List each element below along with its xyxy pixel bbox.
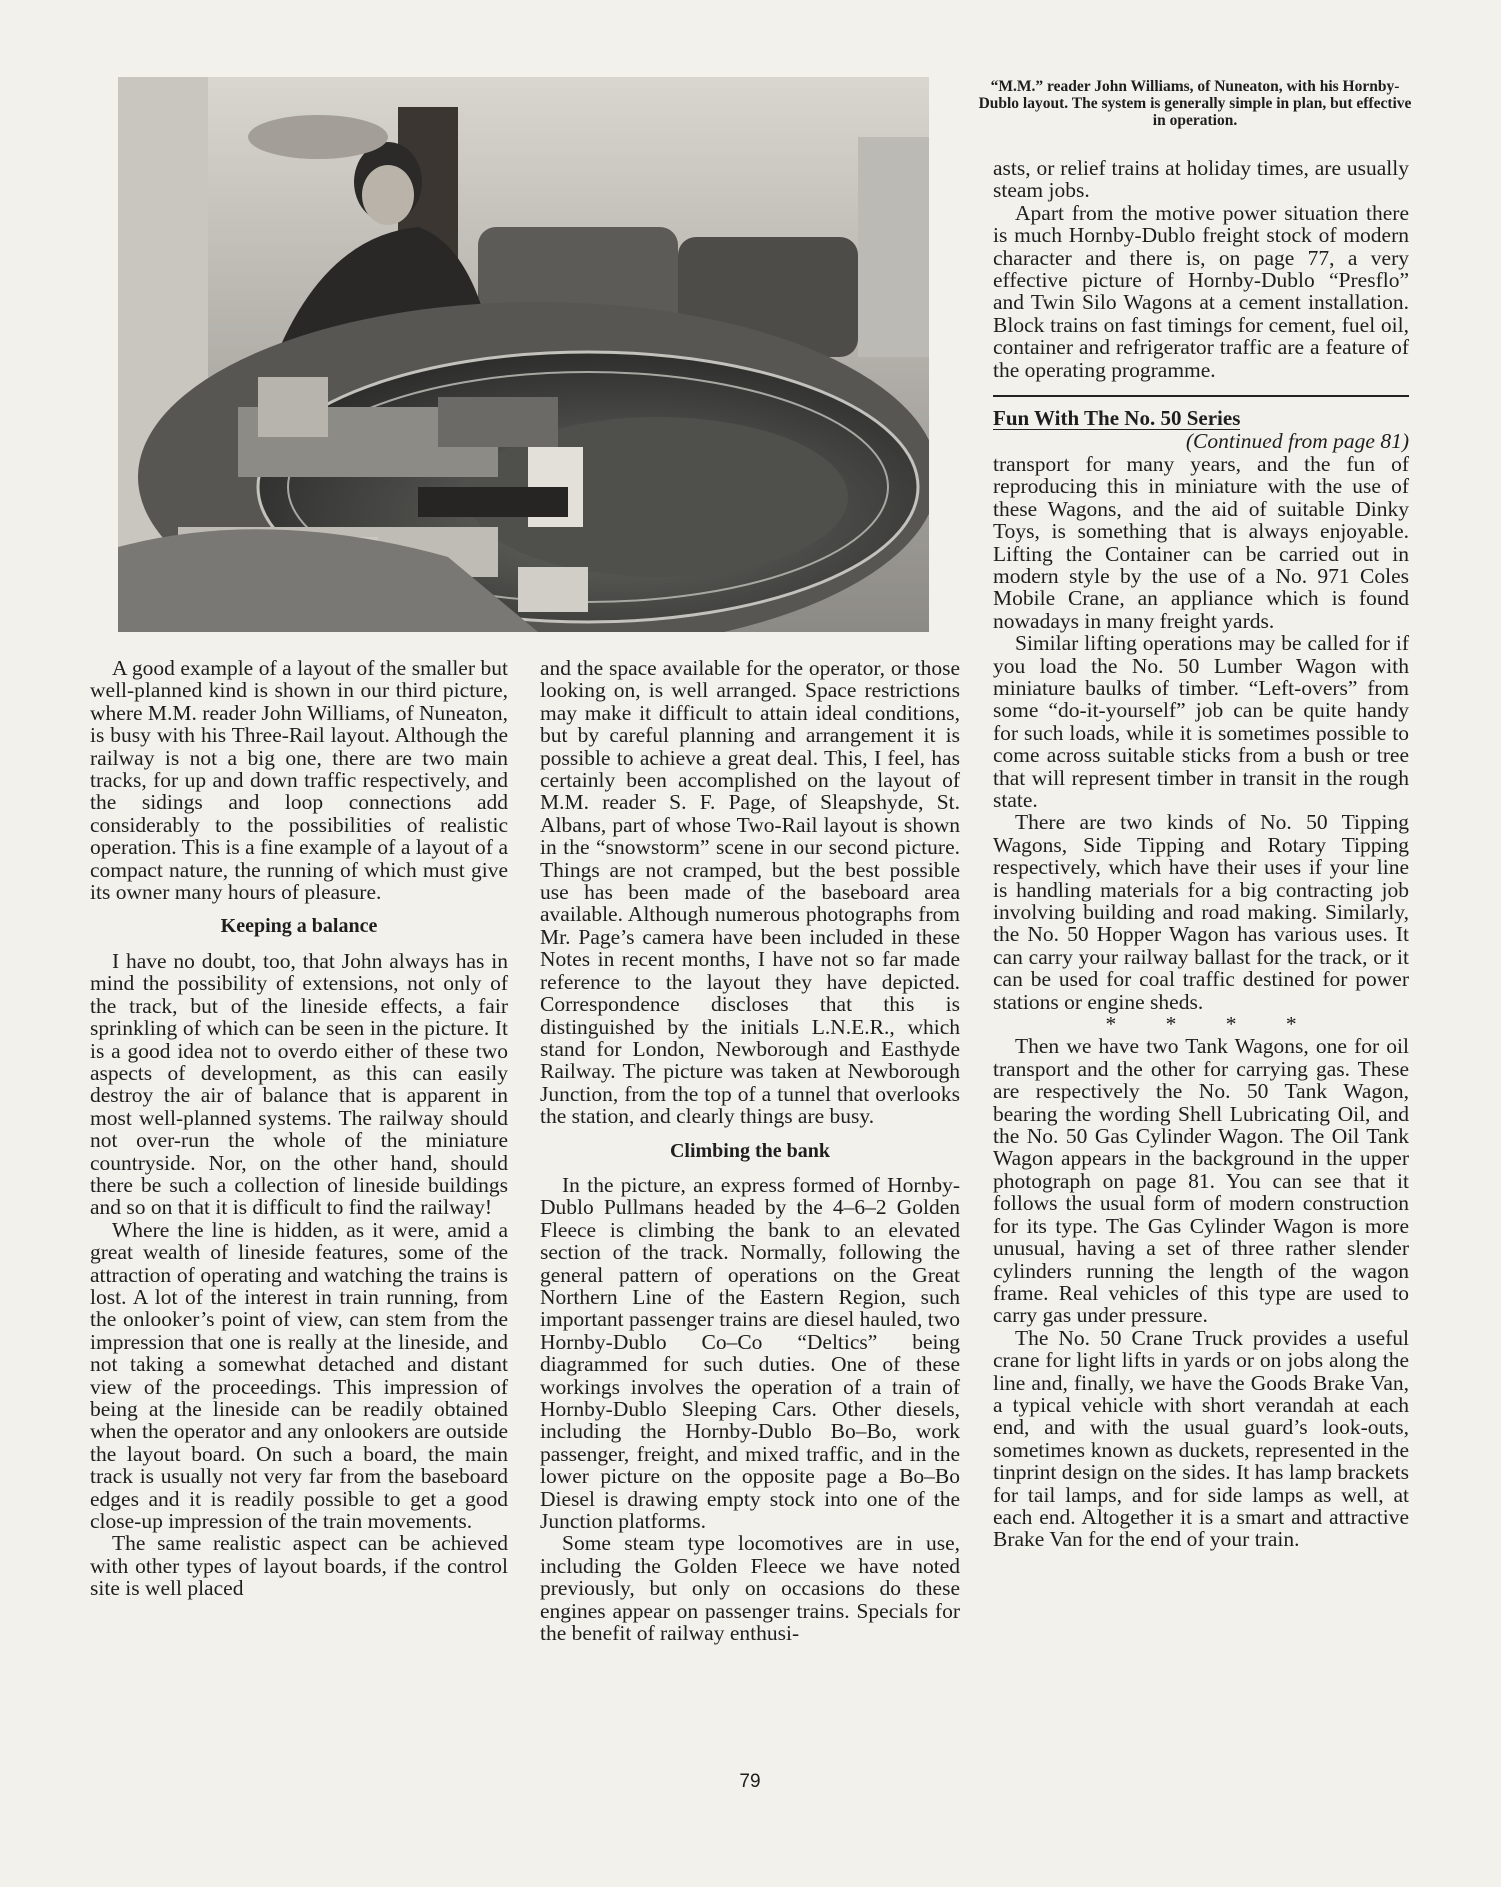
article-heading-no-50-series: Fun With The No. 50 Series [993,406,1241,431]
section-heading-climbing-the-bank: Climbing the bank [669,1139,831,1162]
photo-caption: “M.M.” reader John Williams, of Nuneaton, with his Hornby-Dublo layout. The system is generally simple in plan, but effective in operation. [978,78,1412,129]
paragraph: A good example of a layout of the smaller but well-planned kind is shown in our third picture, where M.M. reader John Williams, of Nuneaton, is busy with his Three-Rail layout. Although the railway is not a big one, there are two main tracks, for up and down traffic respectively, and the sidings and loop connections add considerably to the possibilities of realistic operation. This is a fine example of a layout of a compact nature, the running of which must give its owner many hours of pleasure. [90,656,508,905]
paragraph: Apart from the motive power situation there is much Hornby-Dublo freight stock of modern character and there is, on page 77, a very effective picture of Hornby-Dublo “Presflo” and Twin Silo Wagons at a cement installation. Block trains on fast timings for cement, fuel oil, container and refrigerator traffic are a feature of the operating programme. [993,200,1409,382]
section-break-stars: * * * * [1105,1012,1319,1037]
column-1 [90,657,508,1600]
photo-illustration [118,77,929,632]
column-3 [993,157,1409,1551]
paragraph: The same realistic aspect can be achieved with other types of layout boards, if the control site is well placed [90,1531,508,1601]
paragraph: Similar lifting operations may be called for if you load the No. 50 Lumber Wagon with miniature baulks of timber. “Left-overs” from some “do-it-yourself” job can be quite handy for such loads, while it is sometimes possible to come across suitable sticks from a bush or tree that will represent timber in transit in the rough state. [993,631,1409,812]
paragraph: transport for many years, and the fun of reproducing this in miniature with the use of these Wagons, and the aid of suitable Dinky Toys, is something that is always enjoyable. Lifting the Container can be carried out in modern style by the use of a No. 971 Coles Mobile Crane, an appliance which is found nowadays in many freight yards. [993,451,1409,633]
page-number: 79 [739,1771,761,1792]
paragraph: There are two kinds of No. 50 Tipping Wagons, Side Tipping and Rotary Tipping respectively, which have their uses if your line is handling materials for a big contracting job involving building and road making. Similarly, the No. 50 Hopper Wagon has various uses. It can carry your railway ballast for the track, or it can be used for coal traffic destined for power stations or engine sheds. [993,810,1409,1014]
paragraph: asts, or relief trains at holiday times, are usually steam jobs. [993,156,1409,203]
paragraph: Where the line is hidden, as it were, amid a great wealth of lineside features, some of the attraction of operating and watching the trains is lost. A lot of the interest in train running, from the onlooker’s point of view, can stem from the impression that one is really at the lineside, and not taking a somewhat detached and distant view of the proceedings. This impression of being at the lineside can be readily obtained when the operator and any onlookers are outside the layout board. On such a board, the main track is usually not very far from the baseboard edges and it is readily possible to get a good close-up impression of the train movements. [90,1217,508,1534]
column-2 [540,657,960,1644]
layout-photograph [118,77,929,632]
paragraph: Some steam type locomotives are in use, including the Golden Fleece we have noted previously, but only on occasions do these engines appear on passenger trains. Specials for the benefit of railway enthusi- [540,1531,960,1646]
paragraph: and the space available for the operator, or those looking on, is well arranged. Space restrictions may make it difficult to attain ideal conditions, but by careful planning and arrangement it is possible to achieve a great deal. This, I feel, has certainly been accomplished on the layout of M.M. reader S. F. Page, of Sleapshyde, St. Albans, part of whose Two-Rail layout is shown in the “snowstorm” scene in our second picture. Things are not cramped, but the best possible use has been made of the baseboard area available. Although numerous photographs from Mr. Page’s camera have been included in these Notes in recent months, I have not so far made reference to the layout they have depicted. Correspondence discloses that this is distinguished by the initials L.N.E.R., which stand for London, Newborough and Easthyde Railway. The picture was taken at Newborough Junction, from the top of a tunnel that overlooks the station, and clearly things are busy. [540,656,960,1129]
section-heading-keeping-a-balance: Keeping a balance [220,915,378,938]
continued-note: (Continued from page 81) [1185,429,1409,454]
paragraph: In the picture, an express formed of Hornby-Dublo Pullmans headed by the 4–6–2 Golden Fleece is climbing the bank to an elevated section of the track. Normally, following the general pattern of operations on the Great Northern Line of the Eastern Region, such important passenger trains are diesel hauled, two Hornby-Dublo Co–Co “Deltics” being diagrammed for such duties. One of these workings involves the operation of a train of Hornby-Dublo Sleeping Cars. Other diesels, including the Hornby-Dublo Bo–Bo, work passenger, freight, and mixed traffic, and in the lower picture on the opposite page a Bo–Bo Diesel is drawing empty stock into one of the Junction platforms. [540,1172,960,1534]
paragraph: The No. 50 Crane Truck provides a useful crane for light lifts in yards or on jobs along the line and, finally, we have the Goods Brake Van, a typical vehicle with short verandah at each end, and with the usual guard’s look-outs, sometimes known as duckets, represented in the tinprint design on the sides. It has lamp brackets for tail lamps, and for side lamps as well, at each end. Altogether it is a smart and attractive Brake Van for the end of your train. [993,1325,1409,1552]
divider-rule [993,395,1409,397]
paragraph: I have no doubt, too, that John always has in mind the possibility of extensions, not only of the track, but of the lineside effects, a fair sprinkling of which can be seen in the picture. It is a good idea not to overdo either of these two aspects of development, as this can easily destroy the air of balance that is apparent in most well-planned systems. The railway should not over-run the whole of the miniature countryside. Nor, on the other hand, should there be such a collection of lineside buildings and so on that it is difficult to find the railway! [90,948,508,1220]
paragraph: Then we have two Tank Wagons, one for oil transport and the other for carrying gas. These are respectively the No. 50 Tank Wagon, bearing the wording Shell Lubricating Oil, and the No. 50 Gas Cylinder Wagon. The Oil Tank Wagon appears in the background in the upper photograph on page 81. You can see that it follows the usual form of modern construction for its type. The Gas Cylinder Wagon is more unusual, having a set of three rather slender cylinders running the length of the wagon frame. Real vehicles of this type are used to carry gas under pressure. [993,1034,1409,1328]
